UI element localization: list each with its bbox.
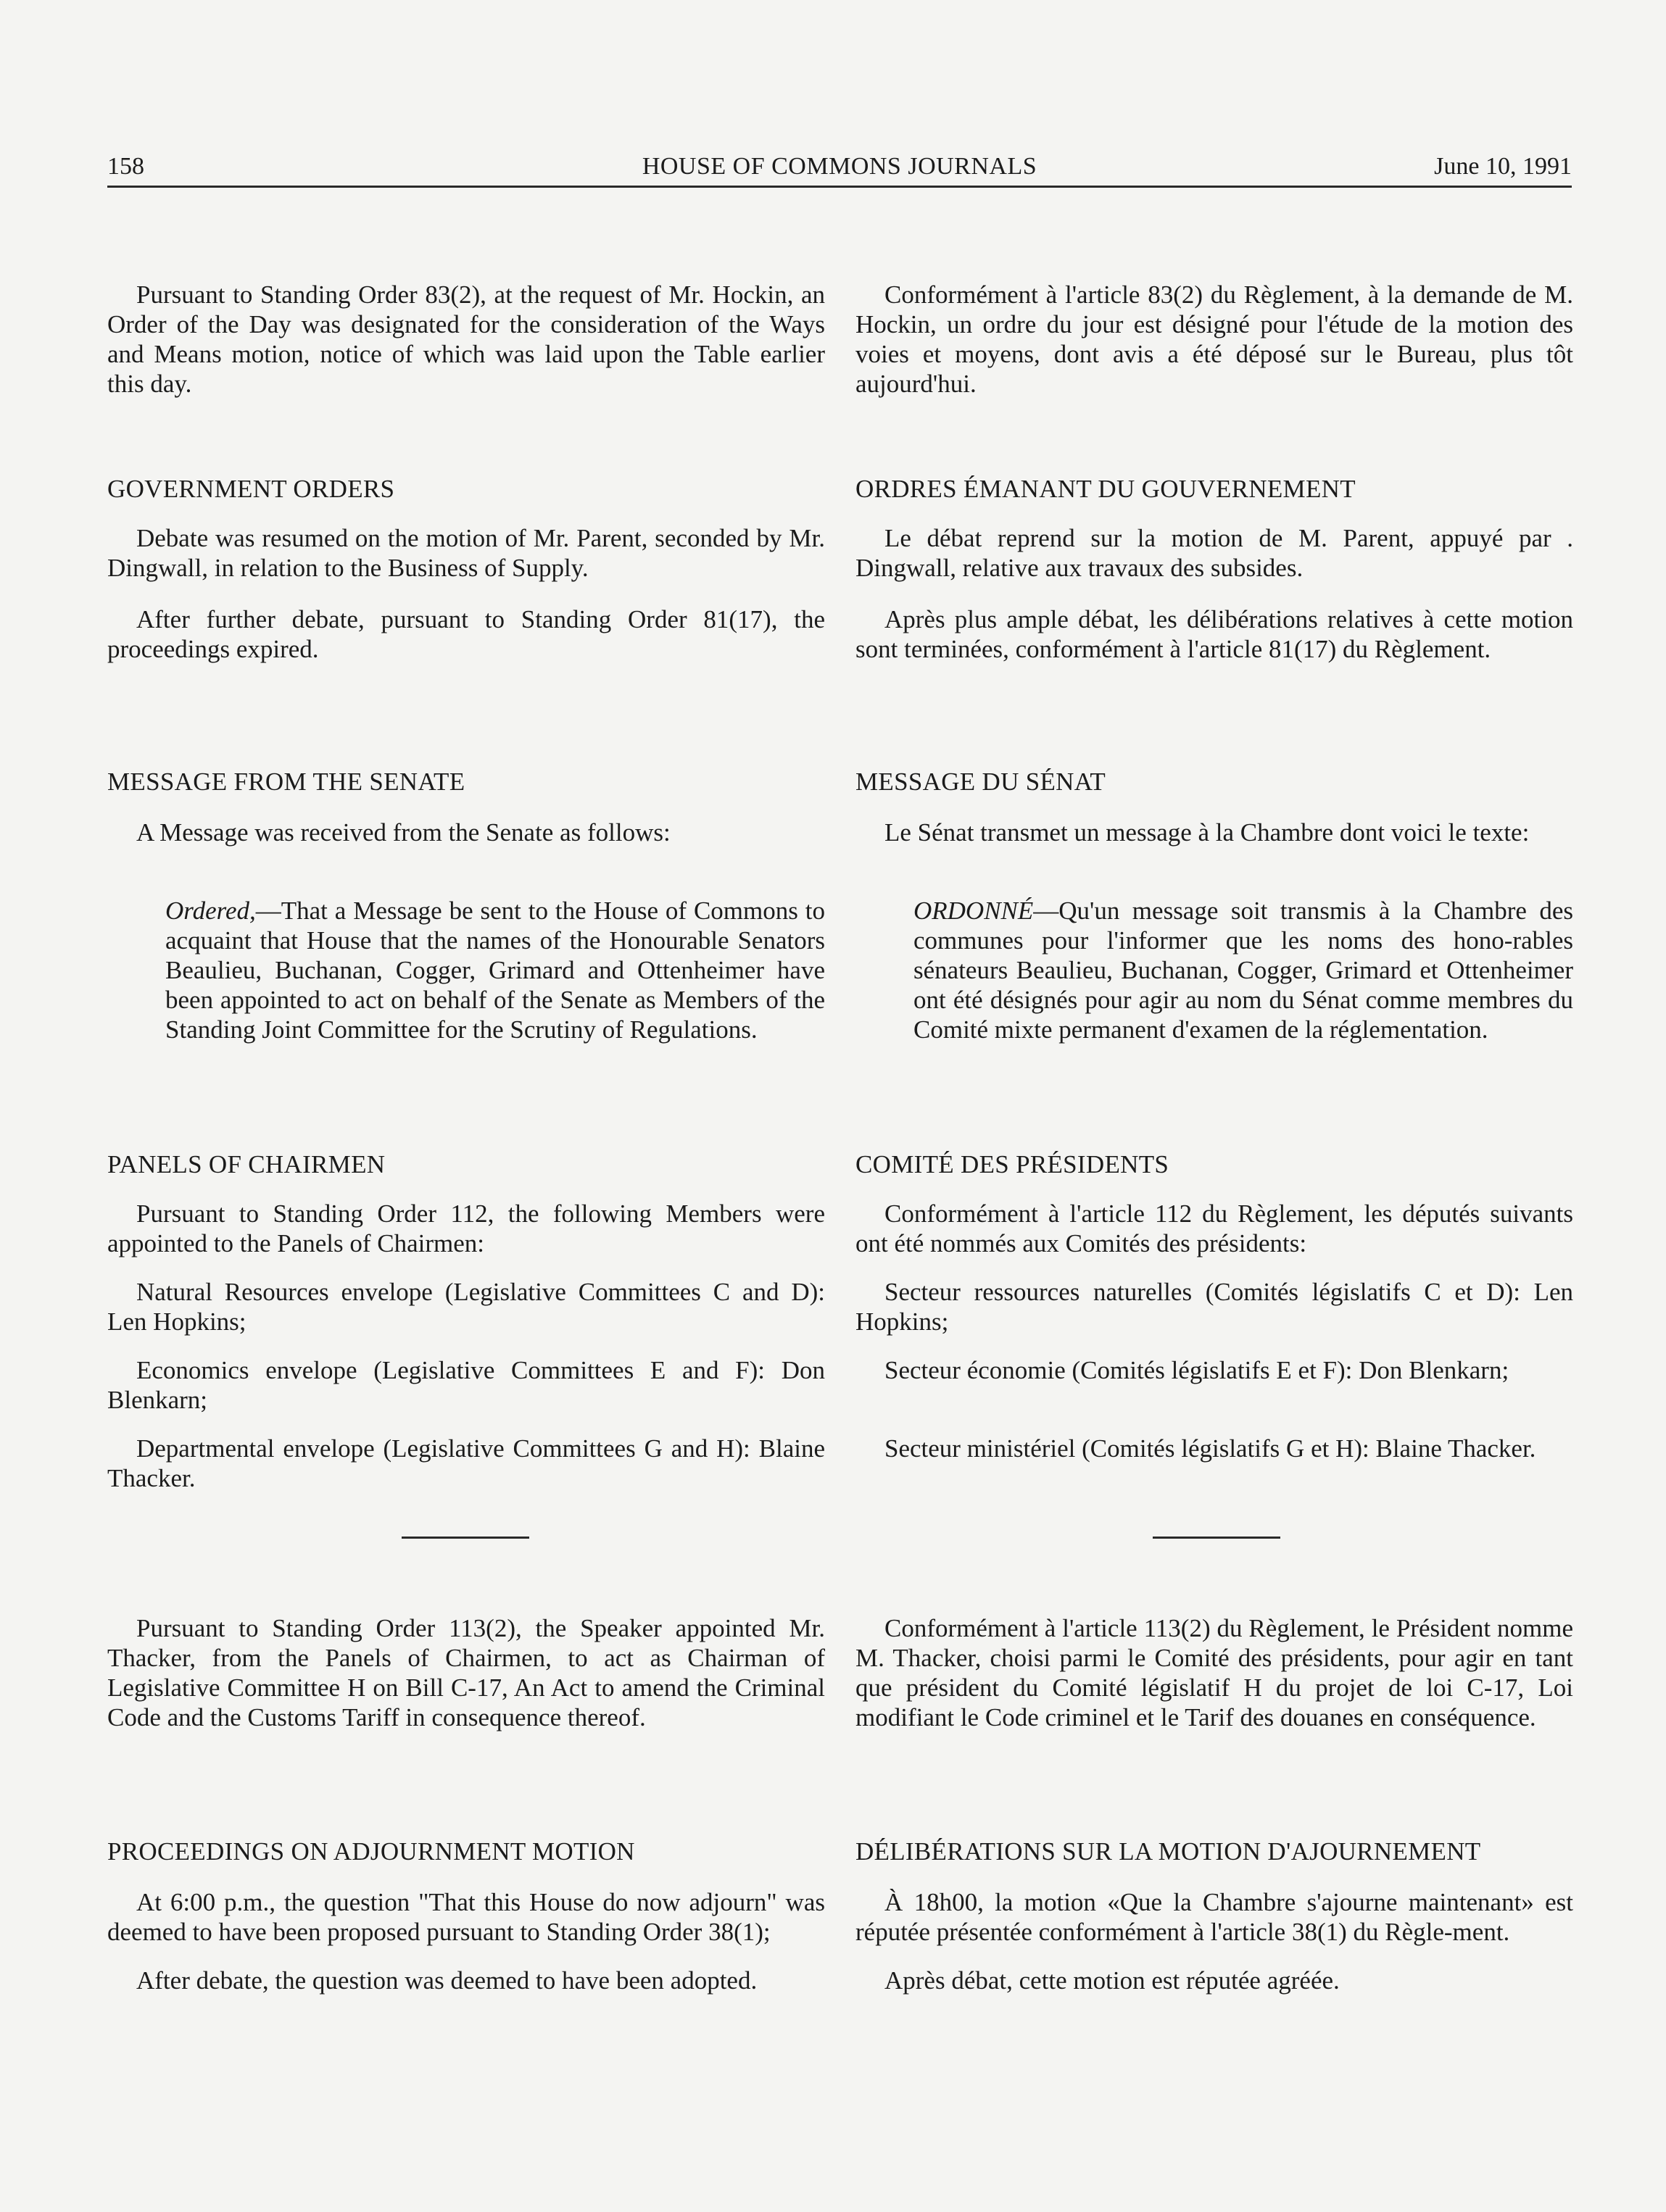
en-intro-paragraph: Pursuant to Standing Order 83(2), at the request of Mr. Hockin, an Order of the Day was designated for the consideration of the Ways and Means motion, notice of which was laid upon the Table earlier this day. (107, 280, 825, 398)
en-senate-paragraph: A Message was received from the Senate as follows: (136, 818, 671, 847)
fr-panels-paragraph-4: Secteur ministériel (Comités législatifs G et H): Blaine Thacker. (884, 1434, 1536, 1463)
fr-adjournment-paragraph-2: Après débat, cette motion est réputée agréée. (884, 1966, 1340, 1995)
en-adjournment-paragraph-2: After debate, the question was deemed to have been adopted. (136, 1966, 758, 1995)
fr-government-orders-paragraph-2: Après plus ample débat, les délibérations relatives à cette motion sont terminées, conformément à l'article 81(17) du Règlement. (855, 605, 1573, 663)
fr-speaker-paragraph: Conformément à l'article 113(2) du Règlement, le Président nomme M. Thacker, choisi parmi le Comité des présidents, pour agir en tant que président du Comité législatif H du projet de loi C-17, Loi modifiant le Code criminel et le Tarif des douanes en conséquence. (855, 1614, 1573, 1731)
en-adjournment-paragraph-1: At 6:00 p.m., the question "That this House do now adjourn" was deemed to have been proposed pursuant to Standing Order 38(1); (107, 1888, 825, 1946)
fr-panels-paragraph-2: Secteur ressources naturelles (Comités législatifs C et D): Len Hopkins; (855, 1278, 1573, 1336)
en-speaker-paragraph: Pursuant to Standing Order 113(2), the Speaker appointed Mr. Thacker, from the Panels of Chairmen, to act as Chairman of Legislative Committee H on Bill C-17, An Act to amend the Criminal Code and the Customs Tariff in consequence thereof. (107, 1614, 825, 1731)
en-senate-heading: MESSAGE FROM THE SENATE (107, 768, 465, 796)
fr-adjournment-heading: DÉLIBÉRATIONS SUR LA MOTION D'AJOURNEMENT (855, 1837, 1481, 1866)
fr-government-orders-paragraph-1: Le débat reprend sur la motion de M. Parent, appuyé par . Dingwall, relative aux travaux des subsides. (855, 524, 1573, 582)
fr-senate-paragraph: Le Sénat transmet un message à la Chambre dont voici le texte: (884, 818, 1530, 847)
en-panels-paragraph-4: Departmental envelope (Legislative Committees G and H): Blaine Thacker. (107, 1434, 825, 1492)
fr-quote-text: —Qu'un message soit transmis à la Chambre des communes pour l'informer que les noms des hono-rables sénateurs Beaulieu, Buchanan, Cogger, Grimard et Ottenheimer ont été désignés pour agir au nom du Sénat comme membres du Comité mixte permanent d'examen de la réglementation. (913, 897, 1573, 1044)
en-government-orders-paragraph-1: Debate was resumed on the motion of Mr. Parent, seconded by Mr. Dingwall, in relation to the Business of Supply. (107, 524, 825, 582)
en-quote-text: —That a Message be sent to the House of Commons to acquaint that House that the names of the Honourable Senators Beaulieu, Buchanan, Cogger, Grimard and Ottenheimer have been appointed to act on behalf of the Senate as Members of the Standing Joint Committee for the Scrutiny of Regulations. (165, 897, 825, 1044)
fr-panels-paragraph-3: Secteur économie (Comités législatifs E et F): Don Blenkarn; (884, 1356, 1509, 1384)
en-adjournment-heading: PROCEEDINGS ON ADJOURNMENT MOTION (107, 1837, 635, 1866)
fr-intro-paragraph: Conformément à l'article 83(2) du Règlement, à la demande de M. Hockin, un ordre du jour est désigné pour l'étude de la motion des voies et moyens, dont avis a été déposé sur le Bureau, plus tôt aujourd'hui. (855, 280, 1573, 398)
page-number: 158 (107, 153, 144, 180)
en-quote-lead: Ordered, (165, 897, 256, 925)
en-panels-paragraph-1: Pursuant to Standing Order 112, the following Members were appointed to the Panels of Chairmen: (107, 1199, 825, 1257)
en-government-orders-paragraph-2: After further debate, pursuant to Standing Order 81(17), the proceedings expired. (107, 605, 825, 663)
en-panels-paragraph-3: Economics envelope (Legislative Committees E and F): Don Blenkarn; (107, 1356, 825, 1414)
fr-section-divider (1153, 1537, 1280, 1539)
fr-government-orders-heading: ORDRES ÉMANANT DU GOUVERNEMENT (855, 475, 1356, 503)
en-panels-heading: PANELS OF CHAIRMEN (107, 1150, 386, 1178)
en-government-orders-heading: GOVERNMENT ORDERS (107, 475, 395, 503)
fr-adjournment-paragraph-1: À 18h00, la motion «Que la Chambre s'ajourne maintenant» est réputée présentée conformément à l'article 38(1) du Règle-ment. (855, 1888, 1573, 1946)
fr-senate-message-quote (855, 896, 1573, 1044)
en-section-divider (402, 1537, 529, 1539)
journal-date: June 10, 1991 (1434, 153, 1572, 180)
fr-senate-heading: MESSAGE DU SÉNAT (855, 768, 1106, 796)
fr-panels-heading: COMITÉ DES PRÉSIDENTS (855, 1150, 1169, 1178)
fr-panels-paragraph-1: Conformément à l'article 112 du Règlement, les députés suivants ont été nommés aux Comités des présidents: (855, 1199, 1573, 1257)
fr-quote-lead: ORDONNÉ (913, 897, 1034, 925)
journal-title: HOUSE OF COMMONS JOURNALS (642, 153, 1037, 180)
en-panels-paragraph-2: Natural Resources envelope (Legislative Committees C and D): Len Hopkins; (107, 1278, 825, 1336)
page-header (107, 151, 1572, 188)
en-senate-message-quote (107, 896, 825, 1044)
